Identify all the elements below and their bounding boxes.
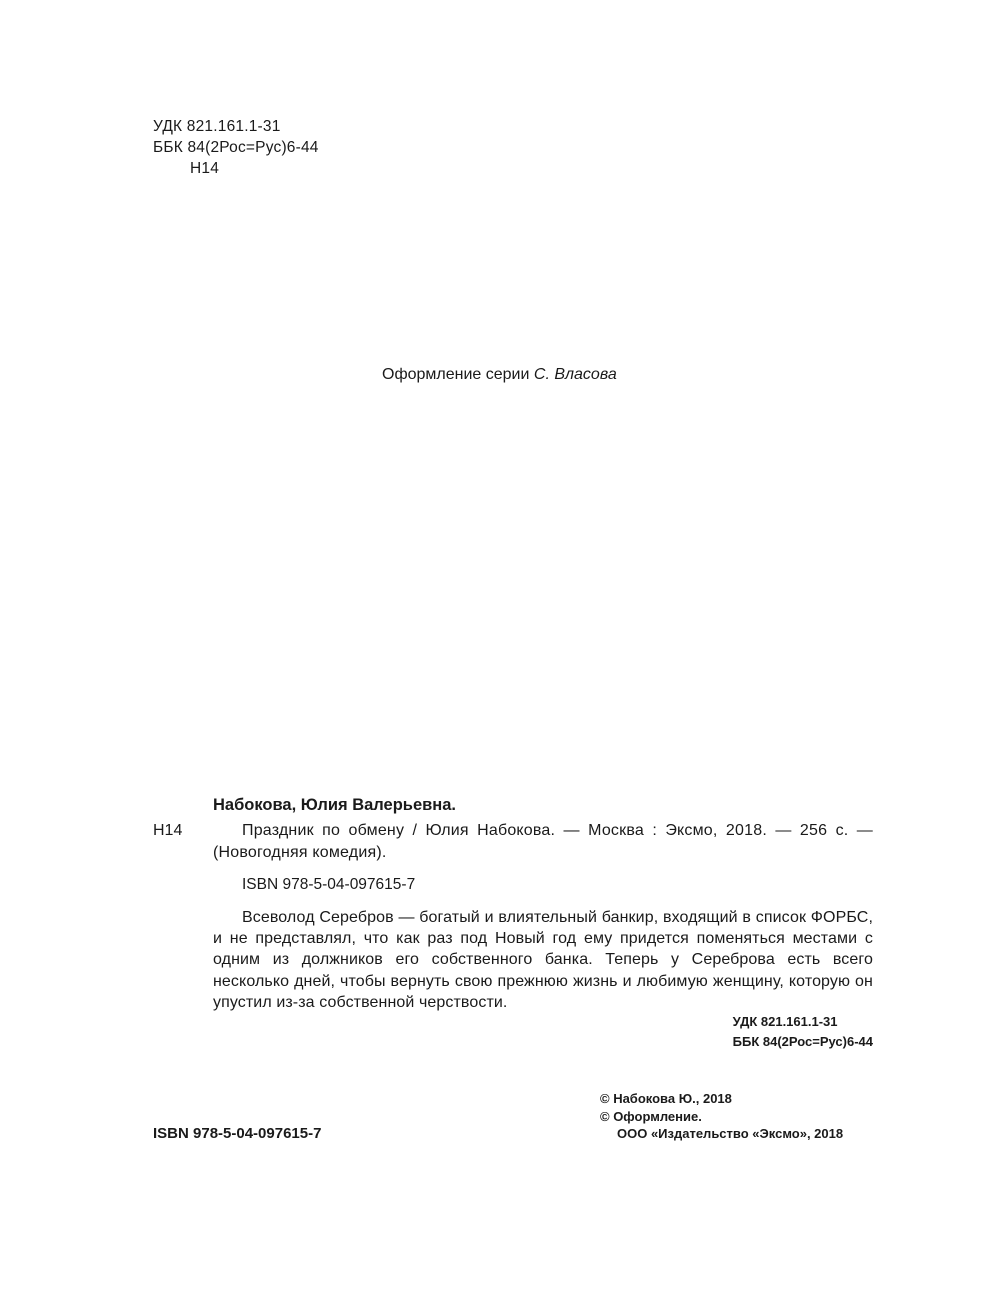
bbk-code: ББК 84(2Рос=Рус)6-44 — [153, 139, 319, 156]
copyright-publisher: ООО «Издательство «Эксмо», 2018 — [617, 1126, 844, 1141]
author-heading: Набокова, Юлия Валерьевна. — [213, 796, 456, 814]
isbn-bottom: ISBN 978-5-04-097615-7 — [153, 1125, 322, 1142]
annotation: Всеволод Серебров — богатый и влиятельный банкир, входящий в список ФОРБС, и не представлял, что как раз под Новый год ему придется поменяться местами с одним из должников его собственного банка. Теперь у Сереброва есть всего несколько дней, чтобы вернуть свою прежнюю жизнь и любимую женщину, которую он упустил из-за собственной черствости. — [213, 909, 873, 1011]
copyright-block — [600, 1090, 843, 1143]
classification-block-bottom — [733, 1012, 873, 1052]
udk-code: УДК 821.161.1-31 — [153, 118, 281, 135]
isbn-record: ISBN 978-5-04-097615-7 — [242, 876, 416, 893]
bbk-code-bottom: ББК 84(2Рос=Рус)6-44 — [732, 1034, 873, 1049]
udk-code-bottom: УДК 821.161.1-31 — [732, 1014, 838, 1029]
classification-block-top — [153, 116, 319, 179]
bibliographic-description: Праздник по обмену / Юлия Набокова. — Москва : Эксмо, 2018. — 256 с. — (Новогодняя комедия). — [213, 822, 873, 861]
copyright-design-label: © Оформление. — [600, 1108, 702, 1124]
copyright-author: © Набокова Ю., 2018 — [600, 1091, 732, 1106]
series-design-label: Оформление серии — [382, 366, 530, 383]
series-design-credit — [382, 365, 617, 385]
author-mark: Н14 — [190, 160, 220, 177]
author-mark-record: Н14 — [153, 822, 183, 839]
series-designer-name: С. Власова — [533, 366, 617, 383]
